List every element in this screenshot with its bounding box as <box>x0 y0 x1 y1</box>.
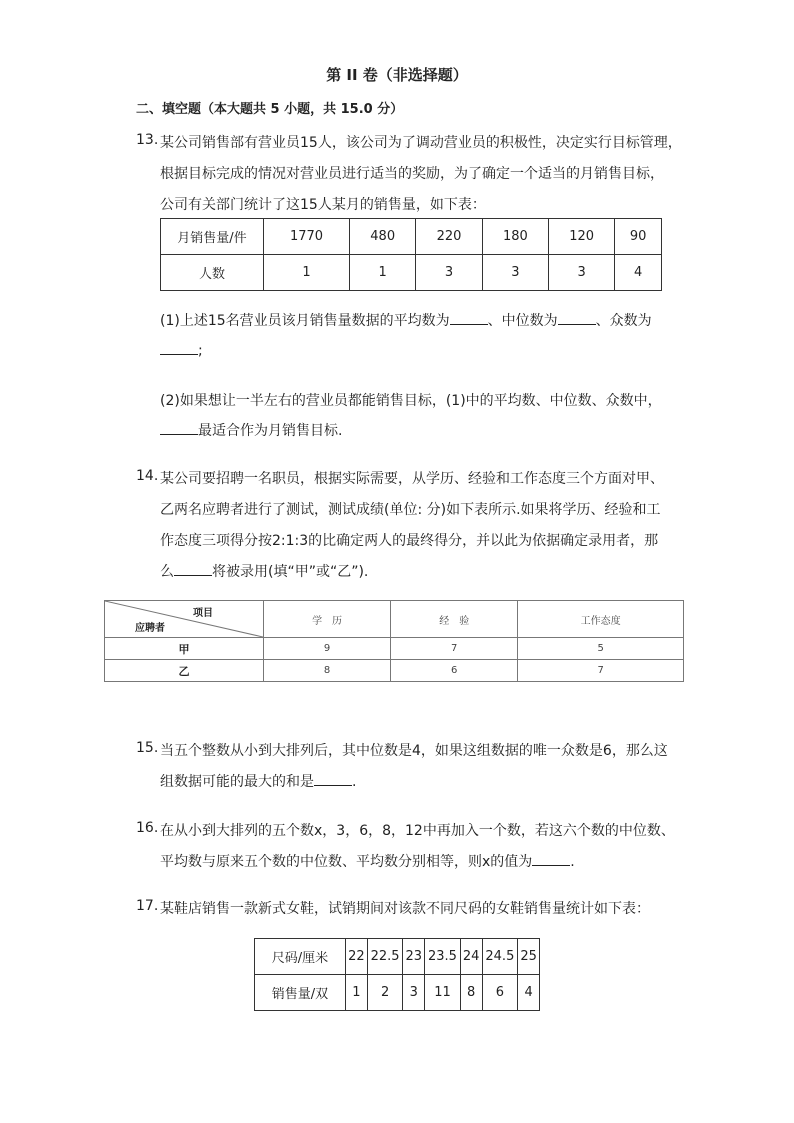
question-13-number: 13. <box>136 132 159 148</box>
table-cell: 23 <box>403 939 425 975</box>
table-cell: 24 <box>460 939 482 975</box>
q15-line-1: 当五个整数从小到大排列后，其中位数是4，如果这组数据的唯一众数是6，那么这 <box>160 743 668 759</box>
q16-line-1: 在从小到大排列的五个数x，3，6，8，12中再加入一个数，若这六个数的中位数、 <box>160 823 675 839</box>
corner-top-label: 项目 <box>193 608 213 619</box>
table-cell: 11 <box>425 975 461 1011</box>
q13-part2-text-b: 最适合作为月销售目标. <box>198 423 343 439</box>
table-cell: 180 <box>482 219 548 255</box>
table-cell: 7 <box>518 660 684 682</box>
table-row <box>255 939 540 975</box>
table-cell: 120 <box>549 219 615 255</box>
table-header-cell: 工作态度 <box>518 601 684 638</box>
table-row <box>255 975 540 1011</box>
q16-text-a: 平均数与原来五个数的中位数、平均数分别相等，则x的值为 <box>160 854 533 870</box>
q14-line-1: 某公司要招聘一名职员，根据实际需要，从学历、经验和工作态度三个方面对甲、 <box>160 471 664 487</box>
table-cell: 6 <box>482 975 518 1011</box>
q13-part-1 <box>160 310 652 330</box>
table-cell: 24.5 <box>482 939 518 975</box>
table-cell: 7 <box>391 638 518 660</box>
table-cell: 5 <box>518 638 684 660</box>
answer-blank[interactable] <box>558 310 596 325</box>
question-16-number: 16. <box>136 820 159 836</box>
answer-blank[interactable] <box>174 561 212 576</box>
table-header-cell: 人数 <box>161 255 264 291</box>
q14-last-text-b: 将被录用(填“甲”或“乙”). <box>212 564 369 580</box>
table-corner-cell <box>105 601 264 638</box>
question-17-number: 17. <box>136 898 159 914</box>
table-row <box>161 219 662 255</box>
table-cell: 22.5 <box>367 939 403 975</box>
table-cell: 1 <box>264 255 350 291</box>
table-cell: 23.5 <box>425 939 461 975</box>
q17-line-1: 某鞋店销售一款新式女鞋，试销期间对该款不同尺码的女鞋销售量统计如下表： <box>160 901 650 917</box>
q14-last-text-a: 么 <box>160 564 174 580</box>
table-cell: 25 <box>518 939 540 975</box>
question-14-number: 14. <box>136 468 159 484</box>
q13-part1-text-c: 、众数为 <box>595 313 652 329</box>
table-cell: 3 <box>482 255 548 291</box>
table-cell: 3 <box>403 975 425 1011</box>
q13-line-3: 公司有关部门统计了这15人某月的销售量，如下表： <box>160 197 486 213</box>
table-cell: 1 <box>346 975 368 1011</box>
q17-shoe-table <box>254 938 540 1011</box>
table-cell: 3 <box>416 255 482 291</box>
corner-bottom-label: 应聘者 <box>135 623 165 634</box>
diagonal-divider <box>105 601 263 637</box>
q13-part-1-cont <box>160 340 203 359</box>
q13-sales-table <box>160 218 662 291</box>
table-cell: 8 <box>264 660 391 682</box>
q15-text-a: 组数据可能的最大的和是 <box>160 774 314 790</box>
answer-blank[interactable] <box>160 420 198 435</box>
table-cell: 480 <box>350 219 416 255</box>
table-cell: 4 <box>615 255 662 291</box>
q14-score-table <box>104 600 684 682</box>
q13-part-2-cont <box>160 420 342 440</box>
table-row <box>105 660 684 682</box>
table-cell: 1 <box>350 255 416 291</box>
q14-line-4 <box>160 561 368 581</box>
table-header-cell: 经 验 <box>391 601 518 638</box>
table-cell: 90 <box>615 219 662 255</box>
q13-part1-text-b: 、中位数为 <box>487 313 558 329</box>
table-row <box>161 255 662 291</box>
table-cell: 9 <box>264 638 391 660</box>
q16-line-2 <box>160 851 575 871</box>
page-title: 第 II 卷（非选择题） <box>326 66 468 84</box>
answer-blank[interactable] <box>314 771 352 786</box>
table-cell: 1770 <box>264 219 350 255</box>
table-cell: 3 <box>549 255 615 291</box>
answer-blank[interactable] <box>160 340 198 355</box>
table-cell: 22 <box>346 939 368 975</box>
answer-blank[interactable] <box>450 310 488 325</box>
q16-text-b: . <box>570 854 575 870</box>
table-row <box>105 638 684 660</box>
table-cell: 8 <box>460 975 482 1011</box>
q14-line-3: 作态度三项得分按2:1:3的比确定两人的最终得分，并以此为依据确定录用者，那 <box>160 533 659 549</box>
section-heading: 二、填空题（本大题共 5 小题，共 15.0 分） <box>136 102 404 117</box>
table-header-cell: 月销售量/件 <box>161 219 264 255</box>
q14-line-2: 乙两名应聘者进行了测试，测试成绩(单位: 分)如下表所示.如果将学历、经验和工 <box>160 502 661 518</box>
q13-part1-text-a: (1)上述15名营业员该月销售量数据的平均数为 <box>160 313 450 329</box>
q15-text-b: . <box>352 774 357 790</box>
table-cell: 4 <box>518 975 540 1011</box>
table-row <box>105 601 684 638</box>
table-header-cell: 学 历 <box>264 601 391 638</box>
table-row-label: 甲 <box>105 638 264 660</box>
q13-line-2: 根据目标完成的情况对营业员进行适当的奖励，为了确定一个适当的月销售目标， <box>160 166 664 182</box>
table-row-label: 乙 <box>105 660 264 682</box>
q13-part1-end: ; <box>198 343 203 359</box>
q15-line-2 <box>160 771 356 791</box>
q13-line-1: 某公司销售部有营业员15人，该公司为了调动营业员的积极性，决定实行目标管理， <box>160 135 682 151</box>
table-header-cell: 尺码/厘米 <box>255 939 346 975</box>
answer-blank[interactable] <box>532 851 570 866</box>
question-15-number: 15. <box>136 740 159 756</box>
table-cell: 220 <box>416 219 482 255</box>
table-cell: 6 <box>391 660 518 682</box>
table-cell: 2 <box>367 975 403 1011</box>
table-header-cell: 销售量/双 <box>255 975 346 1011</box>
q13-part-2: (2)如果想让一半左右的营业员都能销售目标，(1)中的平均数、中位数、众数中， <box>160 393 662 409</box>
